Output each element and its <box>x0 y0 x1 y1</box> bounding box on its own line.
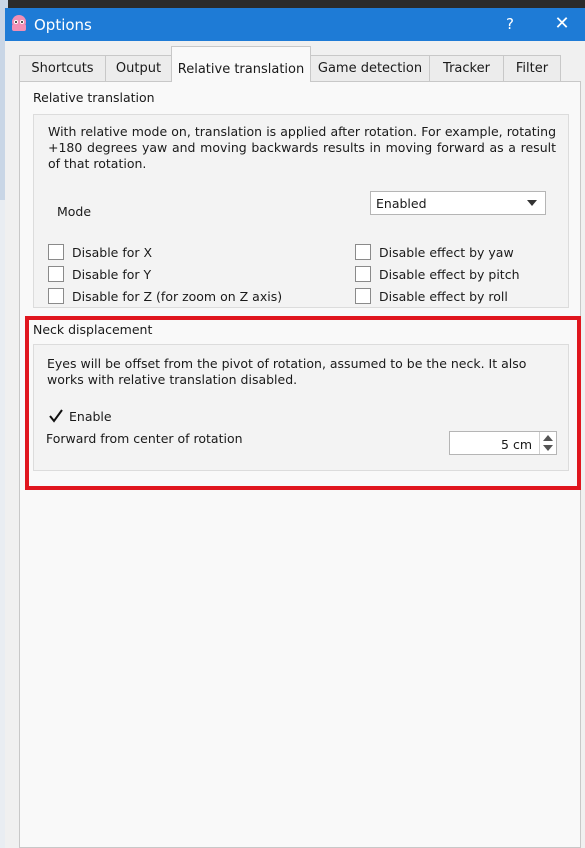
mode-dropdown-value: Enabled <box>376 196 427 211</box>
disable-z-label: Disable for Z (for zoom on Z axis) <box>72 289 283 304</box>
relative-translation-panel <box>19 81 581 848</box>
tab-relative-translation[interactable]: Relative translation <box>171 46 311 82</box>
close-button[interactable]: ✕ <box>554 13 570 34</box>
forward-spinbox[interactable] <box>449 431 557 455</box>
tab-shortcuts[interactable]: Shortcuts <box>19 55 106 81</box>
spin-down-icon[interactable] <box>543 445 553 451</box>
mode-label: Mode <box>57 204 92 219</box>
chevron-down-icon <box>527 200 537 206</box>
disable-z-checkbox[interactable] <box>48 288 64 304</box>
mode-dropdown[interactable] <box>370 191 546 215</box>
disable-y-checkbox[interactable] <box>48 266 64 282</box>
forward-value: 5 cm <box>501 437 532 452</box>
forward-label: Forward from center of rotation <box>46 431 243 446</box>
spin-buttons <box>539 432 556 454</box>
tab-filter[interactable]: Filter <box>503 55 561 81</box>
enable-label: Enable <box>69 409 112 424</box>
disable-x-checkbox[interactable] <box>48 244 64 260</box>
help-button[interactable]: ? <box>506 15 514 33</box>
relative-translation-description: With relative mode on, translation is applied after rotation. For example, rotating +180 degrees yaw and moving backwards results in moving forward as a result of that rotation. <box>48 124 556 171</box>
neck-displacement-title: Neck displacement <box>33 322 153 337</box>
disable-yaw-checkbox[interactable] <box>355 244 371 260</box>
disable-roll-label: Disable effect by roll <box>379 289 508 304</box>
window-title: Options <box>34 16 92 34</box>
neck-displacement-description: Eyes will be offset from the pivot of rotation, assumed to be the neck. It also works with relative translation disabled. <box>47 356 527 387</box>
spin-up-icon[interactable] <box>543 435 553 441</box>
disable-roll-checkbox[interactable] <box>355 288 371 304</box>
disable-pitch-label: Disable effect by pitch <box>379 267 520 282</box>
tab-tracker[interactable]: Tracker <box>429 55 504 81</box>
relative-translation-title: Relative translation <box>33 90 155 105</box>
disable-pitch-checkbox[interactable] <box>355 266 371 282</box>
tab-output[interactable]: Output <box>105 55 172 81</box>
options-window <box>5 8 585 848</box>
enable-checkbox[interactable] <box>48 408 64 424</box>
disable-y-label: Disable for Y <box>72 267 152 282</box>
tab-bar <box>5 8 585 88</box>
tab-game-detection[interactable]: Game detection <box>310 55 430 81</box>
disable-x-label: Disable for X <box>72 245 153 260</box>
disable-yaw-label: Disable effect by yaw <box>379 245 514 260</box>
